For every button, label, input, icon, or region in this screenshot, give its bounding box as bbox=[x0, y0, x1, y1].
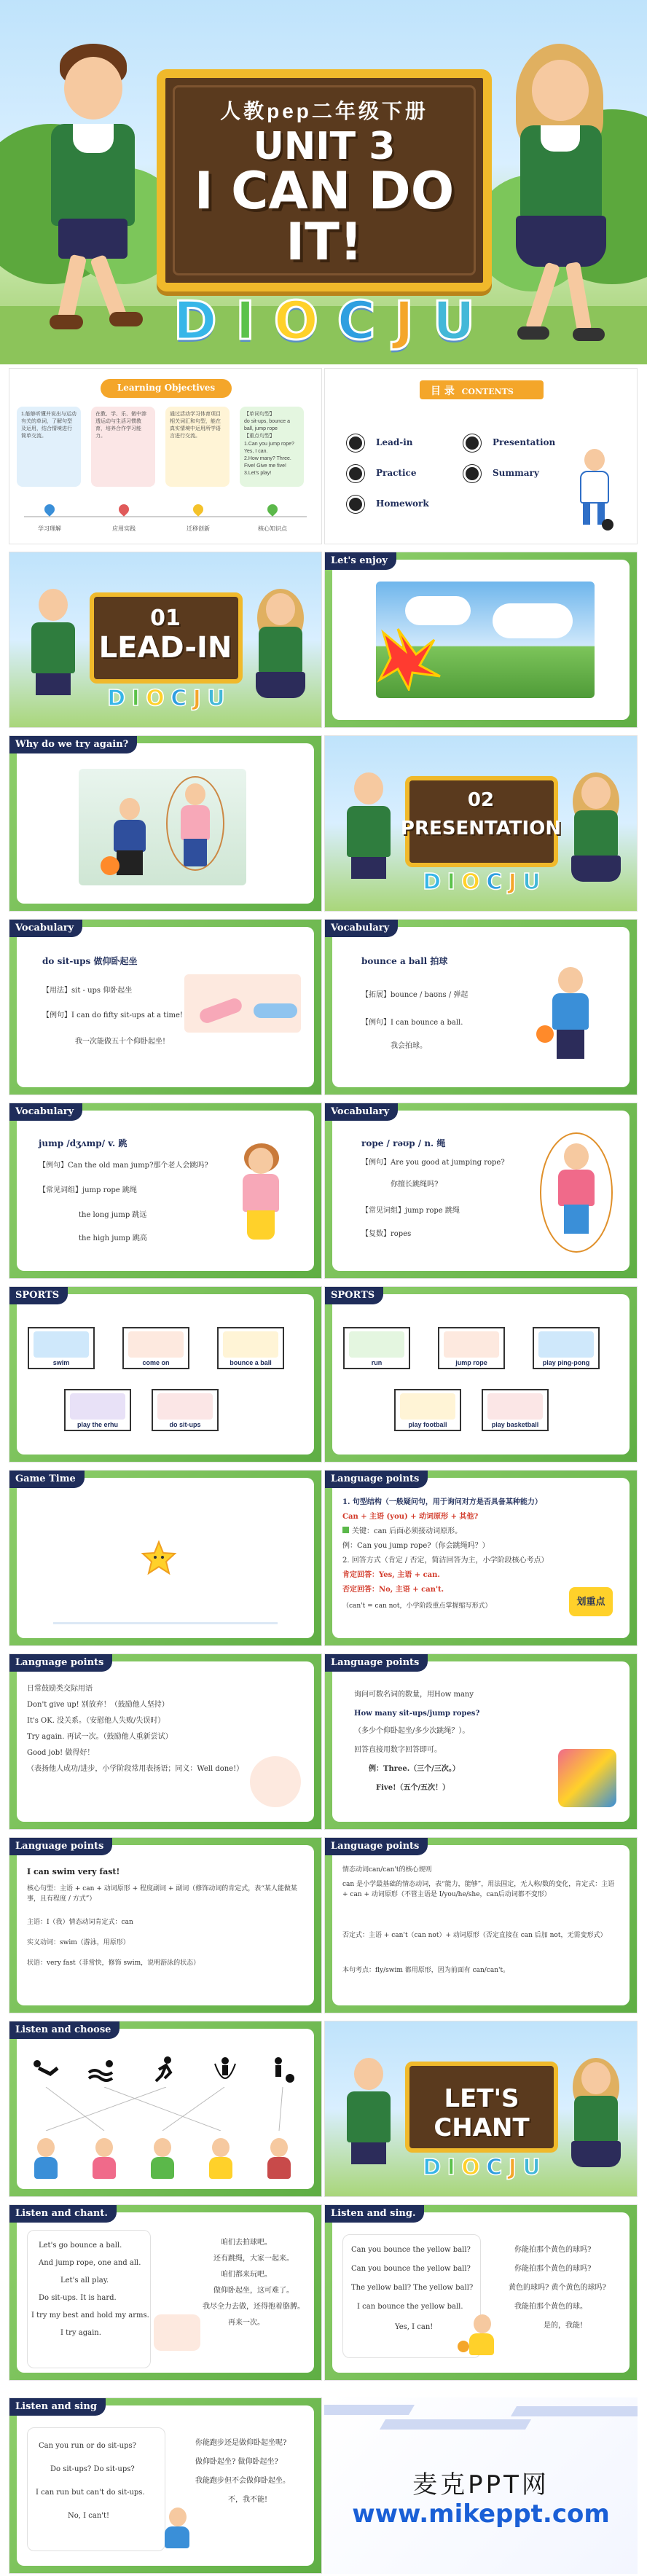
burst-icon bbox=[376, 625, 442, 691]
sport-card-bounce-ball[interactable]: bounce a ball bbox=[217, 1327, 284, 1369]
lets-enjoy-slide bbox=[324, 552, 638, 728]
leadin-section-slide bbox=[9, 552, 322, 728]
star-icon[interactable] bbox=[141, 1540, 177, 1576]
highlight-badge: 划重点 bbox=[569, 1587, 613, 1616]
watermark-panel bbox=[324, 2397, 638, 2574]
chant-cn-line: 我尽全力去做，还得抱着胳膊。 bbox=[203, 2303, 305, 2311]
boy-illustration bbox=[340, 2058, 398, 2189]
chant-en-line: Do sit-ups. It is hard. bbox=[39, 2294, 117, 2302]
contents-item-summary[interactable]: Summary bbox=[493, 468, 539, 478]
lp-line: Can + 主语 (you) + 动词原形 + 其他? bbox=[342, 1513, 479, 1521]
sport-card-play-erhu[interactable]: play the erhu bbox=[64, 1389, 131, 1431]
vocab-translation: 我会拍球。 bbox=[391, 1042, 427, 1050]
lp-line: 日常鼓励类交际用语 bbox=[27, 1685, 93, 1693]
presentation-section-slide bbox=[324, 735, 638, 912]
contents-title: 目 录 CONTENTS bbox=[431, 385, 514, 397]
language-points-slide-1 bbox=[324, 1470, 638, 1646]
girl-illustration bbox=[565, 772, 627, 904]
soccer-boy-illustration bbox=[573, 449, 616, 529]
vocab-word: jump /dʒʌmp/ v. 跳 bbox=[39, 1138, 128, 1148]
slide-tag: SPORTS bbox=[9, 1287, 68, 1304]
contents-item-homework[interactable]: Homework bbox=[376, 498, 429, 509]
vocab-example: 【例句】I can bounce a ball. bbox=[361, 1019, 463, 1027]
cover-slide bbox=[0, 0, 647, 364]
lp-line: （表扬他人成功/进步，小学阶段常用表扬语；同义：Well done!） bbox=[27, 1765, 244, 1773]
vocab-translation: 你擅长跳绳吗? bbox=[391, 1181, 439, 1189]
vocab-word: rope / rəʊp / n. 绳 bbox=[361, 1138, 446, 1148]
song-en-line: No, I can't! bbox=[68, 2512, 110, 2520]
bounce-ball-icon[interactable] bbox=[268, 2056, 297, 2084]
watermark-site-name: 麦克PPT网 bbox=[412, 2470, 549, 2499]
kid-2-illustration[interactable] bbox=[90, 2138, 119, 2182]
chant-title: LET'S CHANT bbox=[434, 2084, 530, 2142]
vocab-plural: 【复数】ropes bbox=[361, 1230, 412, 1238]
lp-line: Try again. 再试一次。（鼓励他人重新尝试） bbox=[27, 1733, 173, 1741]
slide-tag: Vocabulary bbox=[325, 920, 398, 937]
cover-subtitle: 人教pep二年级下册 bbox=[220, 100, 428, 122]
song-en-line: Do sit-ups? Do sit-ups? bbox=[50, 2465, 135, 2473]
lp-line: 1. 句型结构（一般疑问句，用于询问对方是否具备某种能力） bbox=[342, 1498, 542, 1506]
sport-card-swim[interactable]: swim bbox=[28, 1327, 95, 1369]
vocab-phrase: 【常见词组】jump rope 跳绳 bbox=[39, 1186, 137, 1194]
chant-cn-line: 咱们都来玩吧。 bbox=[221, 2271, 272, 2279]
vocab-jump-slide bbox=[9, 1103, 322, 1279]
lp-title: I can swim very fast! bbox=[27, 1867, 120, 1876]
decorative-letters: D I O C J U bbox=[423, 869, 541, 895]
slide-tag: Listen and sing. bbox=[325, 2205, 424, 2223]
objective-box-3: 通过活动学习体育项目相关词汇和句型，能在真实情境中运用所学语言进行交流。 bbox=[165, 407, 230, 487]
chant-en-line: Let's all play. bbox=[60, 2276, 109, 2285]
contents-item-practice[interactable]: Practice bbox=[376, 468, 417, 478]
leadin-number: 01 bbox=[150, 606, 181, 631]
sport-card-basketball[interactable]: play basketball bbox=[482, 1389, 549, 1431]
game-time-slide bbox=[9, 1470, 322, 1646]
vocab-example: 【例句】Can the old man jump?那个老人会跳吗? bbox=[39, 1162, 208, 1170]
kid-5-illustration[interactable] bbox=[264, 2138, 294, 2182]
lp-line: 情态动词can/can't的核心规则 bbox=[342, 1866, 432, 1874]
swim-icon[interactable] bbox=[86, 2058, 118, 2083]
leadin-title: LEAD-IN bbox=[98, 631, 232, 665]
presentation-number: 02 bbox=[467, 789, 495, 811]
presentation-title: PRESENTATION bbox=[400, 818, 562, 839]
song-en-line: I can run but can't do sit-ups. bbox=[36, 2489, 145, 2497]
chant-cn-line: 做仰卧起坐，这可难了。 bbox=[213, 2287, 294, 2295]
lp-line: It's OK. 没关系。（安慰他人失败/失误时） bbox=[27, 1717, 165, 1725]
song-en-line: Can you bounce the yellow ball? bbox=[351, 2246, 471, 2254]
slide-tag: Listen and chant. bbox=[9, 2205, 117, 2223]
kids-playing-photo bbox=[79, 769, 246, 885]
soccer-ball-icon bbox=[347, 434, 364, 452]
lp-line: Five!（五个/五次！） bbox=[376, 1784, 450, 1792]
lp-line: How many sit-ups/jump ropes? bbox=[354, 1710, 480, 1718]
lp-line: 肯定回答：Yes, 主语 + can. bbox=[342, 1571, 440, 1579]
vocab-phrase: 【常见词组】jump rope 跳绳 bbox=[361, 1207, 460, 1215]
sport-card-jump-rope[interactable]: jump rope bbox=[438, 1327, 505, 1369]
language-points-slide-4 bbox=[9, 1837, 322, 2013]
chant-en-line: And jump rope, one and all. bbox=[39, 2259, 141, 2267]
chant-section-slide bbox=[324, 2021, 638, 2197]
running-kid-illustration bbox=[159, 2508, 195, 2551]
song-cn-line: 你能跑步还是做仰卧起坐呢? bbox=[195, 2439, 287, 2447]
song-cn-line: 我能拍那个黄色的球。 bbox=[514, 2303, 587, 2311]
soccer-ball-icon bbox=[347, 465, 364, 482]
lp-line: Good job! 做得好！ bbox=[27, 1749, 95, 1757]
run-icon[interactable] bbox=[152, 2056, 178, 2084]
song-cn-line: 是的，我能! bbox=[544, 2322, 584, 2330]
kid-3-illustration[interactable] bbox=[148, 2138, 177, 2182]
sport-card-football[interactable]: play football bbox=[394, 1389, 461, 1431]
lp-line: Don't give up! 别放弃！（鼓励他人坚持） bbox=[27, 1701, 169, 1709]
objective-pin-2 bbox=[117, 502, 131, 517]
jumping-girl-illustration bbox=[228, 1143, 294, 1253]
vocab-example: 【例句】I can do fifty sit-ups at a time! bbox=[42, 1011, 183, 1019]
letter-i: I bbox=[235, 289, 256, 351]
chant-en-line: I try my best and hold my arms. bbox=[31, 2311, 149, 2319]
listen-chant-slide bbox=[9, 2204, 322, 2381]
lp-line: 实义动词：swim（游泳，用原形） bbox=[27, 1939, 130, 1946]
objective-label-1: 学习理解 bbox=[38, 525, 61, 532]
vocab-phrase-2: the high jump 跳高 bbox=[79, 1234, 147, 1242]
objective-label-4: 核心知识点 bbox=[258, 525, 287, 532]
slide-tag: Listen and choose bbox=[9, 2021, 119, 2039]
song-en-line: I can bounce the yellow ball. bbox=[357, 2303, 463, 2311]
objective-pin-3 bbox=[191, 502, 205, 517]
objective-pin-1 bbox=[42, 502, 57, 517]
letter-j: J bbox=[394, 289, 414, 351]
sport-card-run[interactable]: run bbox=[343, 1327, 410, 1369]
soccer-ball-icon bbox=[463, 434, 481, 452]
song-en-line: Can you bounce the yellow ball? bbox=[351, 2265, 471, 2273]
situps-illustration bbox=[184, 974, 301, 1033]
objective-pin-4 bbox=[265, 502, 280, 517]
chant-en-line: Let's go bounce a ball. bbox=[39, 2242, 122, 2250]
slide-tag: Let's enjoy bbox=[325, 552, 396, 570]
lp-line: 关键：can 后面必须接动词原形。 bbox=[342, 1526, 462, 1538]
vocab-word: bounce a ball 拍球 bbox=[361, 956, 448, 966]
slide-tag: Language points bbox=[325, 1654, 428, 1672]
song-cn-line: 做仰卧起坐? 做仰卧起坐? bbox=[195, 2458, 278, 2466]
bounce-ball-kid-illustration bbox=[463, 2314, 500, 2358]
slide-tag: Listen and sing bbox=[9, 2398, 106, 2416]
slide-tag: Vocabulary bbox=[325, 1103, 398, 1121]
lp-line: 核心句型：主语 + can + 动词原形 + 程度副词 + 副词（修饰动词的肯定式，表“某人能做某事，且有程度 / 方式”） bbox=[27, 1885, 297, 1903]
kids-chant-illustration bbox=[154, 2314, 200, 2351]
language-points-slide-5 bbox=[324, 1837, 638, 2013]
check-icon bbox=[342, 1527, 349, 1533]
language-points-slide-2 bbox=[9, 1653, 322, 1830]
lp-line: 主语：I（我）情态动词肯定式：can bbox=[27, 1919, 133, 1926]
vocab-phrase-1: the long jump 跳远 bbox=[79, 1211, 147, 1219]
lp-line: （多少个仰卧起坐/多少次跳绳？）。 bbox=[354, 1727, 470, 1735]
vocab-example: 【例句】Are you good at jumping rope? bbox=[361, 1159, 505, 1167]
lp-line: can 是小学最基础的情态动词，表“能力，能够”，用法固定，无人称/数的变化，肯定式：主语 + can + 动词原形（不管主语是 I/you/he/she，can后动词都不变形） bbox=[342, 1881, 615, 1898]
chant-cn-line: 咱们去拍球吧。 bbox=[221, 2239, 272, 2247]
abc-letters-illustration bbox=[558, 1749, 616, 1807]
progress-track bbox=[53, 1622, 278, 1624]
slide-tag: Vocabulary bbox=[9, 920, 82, 937]
slide-tag: Language points bbox=[325, 1471, 428, 1488]
listen-sing-slide-1 bbox=[324, 2204, 638, 2381]
song-cn-line: 你能拍那个黄色的球吗? bbox=[514, 2265, 592, 2273]
decorative-letters bbox=[164, 286, 485, 355]
kid-4-illustration[interactable] bbox=[206, 2138, 235, 2182]
objective-box-2: 在教、学、乐、做中渗透运动与生活习惯教育，培养合作学习能力。 bbox=[91, 407, 155, 487]
title-board bbox=[157, 69, 492, 291]
sport-card-come-on[interactable]: come on bbox=[122, 1327, 189, 1369]
objective-label-3: 迁移创新 bbox=[187, 525, 210, 532]
why-try-slide bbox=[9, 735, 322, 912]
letter-o: O bbox=[273, 289, 318, 351]
girl-illustration bbox=[495, 44, 627, 357]
song-cn-line: 我能跑步但不会做仰卧起坐。 bbox=[195, 2477, 290, 2485]
vocab-situps-slide bbox=[9, 919, 322, 1095]
letter-d: D bbox=[173, 289, 217, 351]
objective-box-4: 【单词句型】 do sit-ups, bounce a ball, jump rope 【重点句型】 1.Can you jump rope? Yes, I can. 2.How many? Three. Five! Give me five! 3.Let's play! bbox=[240, 407, 304, 487]
lp-line: 否定回答：No, 主语 + can't. bbox=[342, 1586, 444, 1594]
lp-line: 询问可数名词的数量，用How many bbox=[354, 1691, 474, 1699]
song-cn-line: 黄色的球吗? 黄个黄色的球吗? bbox=[509, 2284, 606, 2292]
kid-1-illustration[interactable] bbox=[31, 2138, 60, 2182]
contents-item-presentation[interactable]: Presentation bbox=[493, 437, 556, 447]
lp-line: 例：Can you jump rope?（你会跳绳吗？） bbox=[342, 1542, 490, 1550]
vocab-translation: 我一次能做五十个仰卧起坐! bbox=[75, 1038, 166, 1046]
boy-illustration bbox=[24, 589, 82, 720]
sports-slide-2 bbox=[324, 1286, 638, 1463]
matching-lines bbox=[24, 2087, 308, 2131]
kids-group-illustration bbox=[250, 1756, 301, 1807]
bounce-ball-boy-illustration bbox=[536, 967, 602, 1069]
letter-c: C bbox=[337, 289, 376, 351]
lp-line: （can't = can not，小学阶段重点掌握缩写形式） bbox=[342, 1602, 492, 1610]
decorative-letters: D I O C J U bbox=[107, 686, 225, 711]
vocab-bounce-slide bbox=[324, 919, 638, 1095]
listen-sing-slide-2 bbox=[9, 2397, 322, 2574]
sport-card-do-situps[interactable]: do sit-ups bbox=[152, 1389, 219, 1431]
objective-box-1: 1.能够听懂并说出与运动有关的单词，了解句型及运用，结合情境进行简单交流。 bbox=[17, 407, 81, 487]
contents-slide bbox=[324, 368, 638, 544]
boy-illustration bbox=[29, 44, 153, 350]
lp-line: 例：Three.（三个/三次。） bbox=[369, 1765, 460, 1773]
language-points-slide-3 bbox=[324, 1653, 638, 1830]
objective-label-2: 应用实践 bbox=[112, 525, 136, 532]
song-cn-line: 不，我不能! bbox=[228, 2496, 268, 2504]
sport-card-ping-pong[interactable]: play ping-pong bbox=[533, 1327, 600, 1369]
jump-rope-girl-illustration bbox=[544, 1136, 609, 1253]
vocab-usage: 【拓展】bounce / baʊns / 弹起 bbox=[361, 991, 468, 999]
song-en-line: Can you run or do sit-ups? bbox=[39, 2442, 137, 2450]
jump-rope-icon[interactable] bbox=[212, 2056, 238, 2084]
sports-slide-1 bbox=[9, 1286, 322, 1463]
cover-title: I CAN DO IT! bbox=[194, 161, 455, 272]
contents-item-leadin[interactable]: Lead-in bbox=[376, 437, 413, 447]
song-en-line: Yes, I can! bbox=[395, 2323, 434, 2331]
listen-choose-slide bbox=[9, 2021, 322, 2197]
soccer-ball-icon bbox=[347, 496, 364, 513]
lp-line: 状语：very fast（非常快，修饰 swim，说明游泳的状态） bbox=[27, 1960, 200, 1967]
slide-tag: SPORTS bbox=[325, 1287, 383, 1304]
decorative-letters: D I O C J U bbox=[423, 2155, 541, 2180]
slide-tag: Why do we try again? bbox=[9, 736, 137, 753]
cover-unit: UNIT 3 bbox=[253, 125, 396, 168]
lp-line: 否定式：主语 + can't（can not）+ 动词原形（否定直接在 can 后加 not，无需变形式） bbox=[342, 1932, 607, 1939]
girl-illustration bbox=[250, 589, 312, 720]
lp-line: 本句考点：fly/swim 都用原形，因为前面有 can/can't。 bbox=[342, 1967, 510, 1974]
situps-icon[interactable] bbox=[31, 2058, 60, 2083]
vocab-usage: 【用法】sit - ups 仰卧起坐 bbox=[42, 987, 133, 995]
video-frame[interactable] bbox=[376, 582, 595, 698]
song-cn-line: 你能拍那个黄色的球吗? bbox=[514, 2246, 592, 2254]
slide-tag: Vocabulary bbox=[9, 1103, 82, 1121]
vocab-word: do sit-ups 做仰卧起坐 bbox=[42, 956, 138, 966]
objectives-title: Learning Objectives bbox=[117, 383, 216, 393]
slide-tag: Game Time bbox=[9, 1471, 85, 1488]
slide-tag: Language points bbox=[9, 1654, 112, 1672]
chant-cn-line: 还有跳绳，大家一起来。 bbox=[213, 2255, 294, 2263]
slide-tag: Language points bbox=[325, 1838, 428, 1855]
soccer-ball-icon bbox=[463, 465, 481, 482]
vocab-rope-slide bbox=[324, 1103, 638, 1279]
chant-en-line: I try again. bbox=[60, 2329, 101, 2337]
letter-u: U bbox=[432, 289, 476, 351]
boy-illustration bbox=[340, 772, 398, 904]
objectives-slide bbox=[9, 368, 322, 544]
girl-illustration bbox=[565, 2058, 627, 2189]
chant-cn-line: 再来一次。 bbox=[228, 2319, 264, 2327]
lp-line: 回答直接用数字回答即可。 bbox=[354, 1746, 442, 1754]
song-en-line: The yellow ball? The yellow ball? bbox=[351, 2284, 474, 2292]
lp-line: 2. 回答方式（肯定 / 否定，简洁回答为主，小学阶段核心考点） bbox=[342, 1557, 549, 1565]
slide-tag: Language points bbox=[9, 1838, 112, 1855]
watermark-url[interactable]: www.mikeppt.com bbox=[352, 2499, 610, 2529]
